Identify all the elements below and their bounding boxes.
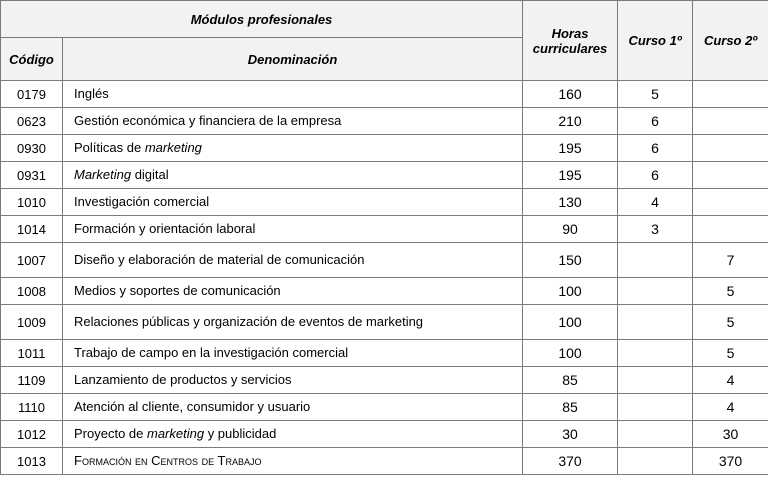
table-row — [1, 216, 768, 243]
module-course-2: 30 — [693, 421, 768, 448]
module-course-1 — [618, 340, 693, 367]
module-name — [63, 367, 523, 394]
module-name — [63, 448, 523, 475]
module-hours: 85 — [523, 367, 618, 394]
module-name — [63, 305, 523, 340]
header-modules: Módulos profesionales — [1, 1, 523, 38]
module-name — [63, 216, 523, 243]
table-row — [1, 448, 768, 475]
module-name-text: Investigación comercial — [74, 194, 210, 209]
table-row — [1, 243, 768, 278]
module-hours: 100 — [523, 305, 618, 340]
module-code: 0623 — [1, 108, 63, 135]
module-name — [63, 162, 523, 189]
module-course-2: 7 — [693, 243, 768, 278]
module-course-1 — [618, 278, 693, 305]
module-course-1: 6 — [618, 135, 693, 162]
table-row — [1, 135, 768, 162]
module-code: 0931 — [1, 162, 63, 189]
module-hours: 210 — [523, 108, 618, 135]
module-code: 1012 — [1, 421, 63, 448]
header-hours: Horas curriculares — [523, 1, 618, 81]
table-row — [1, 81, 768, 108]
module-course-2: 5 — [693, 278, 768, 305]
module-course-1 — [618, 243, 693, 278]
module-course-2 — [693, 81, 768, 108]
module-hours: 85 — [523, 394, 618, 421]
module-code: 1010 — [1, 189, 63, 216]
module-name — [63, 421, 523, 448]
module-code: 1011 — [1, 340, 63, 367]
module-code: 0930 — [1, 135, 63, 162]
module-name-italic: Marketing — [74, 167, 132, 182]
table-row — [1, 367, 768, 394]
module-name — [63, 135, 523, 162]
module-code: 1014 — [1, 216, 63, 243]
module-code: 1008 — [1, 278, 63, 305]
module-course-1 — [618, 448, 693, 475]
module-code: 1009 — [1, 305, 63, 340]
module-name — [63, 243, 523, 278]
module-name-text: Diseño y elaboración de material de comunicación — [74, 252, 365, 267]
header-course-2: Curso 2º — [693, 1, 768, 81]
table-row — [1, 162, 768, 189]
table-row — [1, 189, 768, 216]
module-course-2: 4 — [693, 394, 768, 421]
table-row — [1, 108, 768, 135]
module-course-1 — [618, 394, 693, 421]
module-code: 1109 — [1, 367, 63, 394]
module-course-1: 5 — [618, 81, 693, 108]
module-hours: 160 — [523, 81, 618, 108]
module-course-1: 3 — [618, 216, 693, 243]
module-name — [63, 189, 523, 216]
header-course-1: Curso 1º — [618, 1, 693, 81]
module-name-text: Medios y soportes de comunicación — [74, 283, 281, 298]
table-row — [1, 394, 768, 421]
header-name: Denominación — [63, 38, 523, 81]
module-name-text: Formación en Centros de Trabajo — [74, 453, 262, 468]
module-code: 0179 — [1, 81, 63, 108]
module-course-2 — [693, 162, 768, 189]
table-row — [1, 305, 768, 340]
table-body — [1, 81, 768, 475]
module-course-2: 5 — [693, 340, 768, 367]
module-name-text: Proyecto de — [74, 426, 147, 441]
table-row — [1, 340, 768, 367]
module-course-2: 5 — [693, 305, 768, 340]
module-name-suffix: y publicidad — [204, 426, 277, 441]
module-hours: 195 — [523, 162, 618, 189]
module-course-1 — [618, 367, 693, 394]
module-name-text: Gestión económica y financiera de la empresa — [74, 113, 342, 128]
module-course-2 — [693, 108, 768, 135]
module-name — [63, 108, 523, 135]
module-name — [63, 340, 523, 367]
module-name — [63, 278, 523, 305]
module-name-text: Inglés — [74, 86, 109, 101]
module-hours: 100 — [523, 340, 618, 367]
module-hours: 130 — [523, 189, 618, 216]
module-hours: 370 — [523, 448, 618, 475]
module-name-italic: marketing — [147, 426, 205, 441]
module-name-text: Trabajo de campo en la investigación comercial — [74, 345, 349, 360]
module-name-text: Relaciones públicas y organización de eventos de marketing — [74, 314, 424, 329]
module-course-2 — [693, 189, 768, 216]
module-course-2: 370 — [693, 448, 768, 475]
module-hours: 195 — [523, 135, 618, 162]
module-name-text: Lanzamiento de productos y servicios — [74, 372, 292, 387]
module-code: 1013 — [1, 448, 63, 475]
header-code: Código — [1, 38, 63, 81]
module-name-text: Políticas de — [74, 140, 145, 155]
table-row — [1, 421, 768, 448]
module-name-text: Atención al cliente, consumidor y usuario — [74, 399, 311, 414]
table-row — [1, 278, 768, 305]
module-course-1: 4 — [618, 189, 693, 216]
module-name — [63, 81, 523, 108]
module-course-1 — [618, 421, 693, 448]
module-hours: 150 — [523, 243, 618, 278]
module-course-1: 6 — [618, 108, 693, 135]
module-course-1 — [618, 305, 693, 340]
module-code: 1110 — [1, 394, 63, 421]
module-name-text: Formación y orientación laboral — [74, 221, 256, 236]
module-course-1: 6 — [618, 162, 693, 189]
module-name-suffix: digital — [131, 167, 169, 182]
module-hours: 30 — [523, 421, 618, 448]
module-course-2: 4 — [693, 367, 768, 394]
module-course-2 — [693, 216, 768, 243]
module-hours: 90 — [523, 216, 618, 243]
module-name — [63, 394, 523, 421]
module-name-italic: marketing — [144, 140, 202, 155]
module-course-2 — [693, 135, 768, 162]
module-hours: 100 — [523, 278, 618, 305]
module-code: 1007 — [1, 243, 63, 278]
